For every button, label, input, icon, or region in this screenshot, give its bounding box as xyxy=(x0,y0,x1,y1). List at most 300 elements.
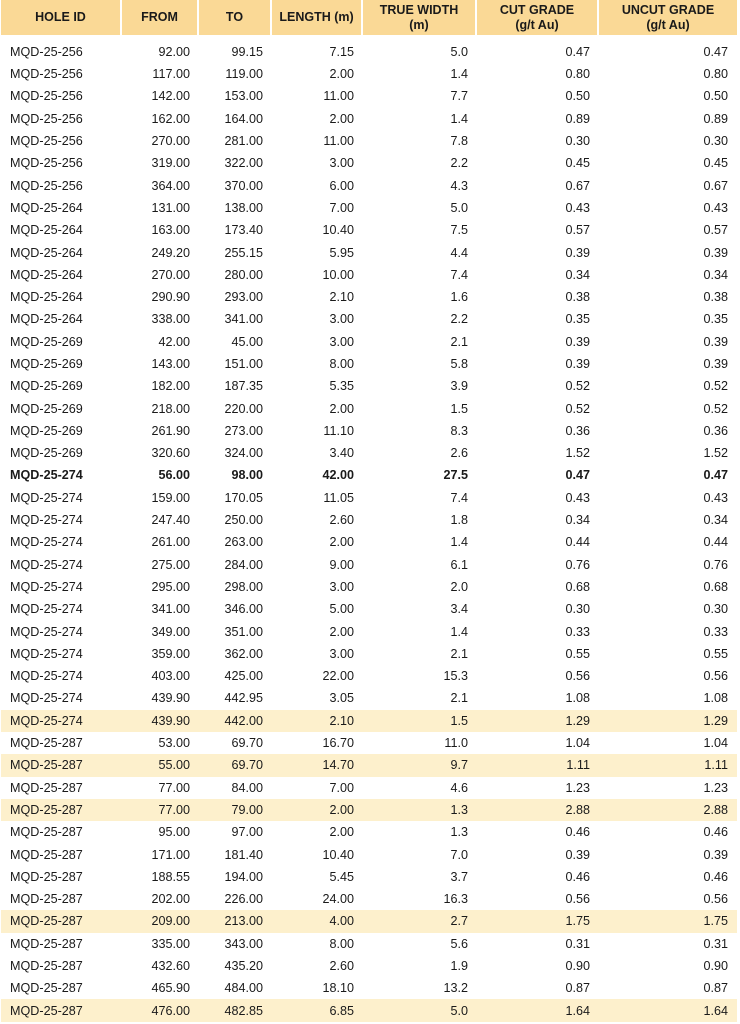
cut-grade-cell: 0.89 xyxy=(565,111,590,126)
true-width-cell: 4.4 xyxy=(450,245,468,260)
table-row xyxy=(1,910,737,932)
uncut-grade-cell: 0.34 xyxy=(703,513,728,528)
col-header-hole-id: HOLE ID xyxy=(1,0,122,35)
true-width-cell: 11.0 xyxy=(444,736,468,751)
true-width-cell: 2.1 xyxy=(450,334,468,349)
table-body xyxy=(1,35,737,1022)
table-row xyxy=(1,241,737,263)
uncut-grade-cell: 0.35 xyxy=(703,312,728,327)
table-row xyxy=(1,108,737,130)
true-width-cell: 13.2 xyxy=(443,981,468,996)
from-cell: 117.00 xyxy=(152,67,190,82)
to-cell: 324.00 xyxy=(224,446,263,461)
col-header-from: FROM xyxy=(122,0,199,35)
cut-grade-cell: 1.08 xyxy=(565,691,590,706)
length-cell: 7.00 xyxy=(329,200,354,215)
cut-grade-cell: 0.43 xyxy=(565,200,590,215)
hole-id-cell: MQD-25-269 xyxy=(10,446,83,461)
table-row xyxy=(1,665,737,687)
length-cell: 7.15 xyxy=(329,45,354,59)
to-cell: 173.40 xyxy=(224,223,263,238)
true-width-cell: 16.3 xyxy=(443,892,468,907)
length-cell: 16.70 xyxy=(322,736,354,751)
hole-id-cell: MQD-25-287 xyxy=(1,910,122,932)
uncut-grade-cell: 0.56 xyxy=(703,669,728,684)
uncut-grade-cell: 1.64 xyxy=(599,999,737,1021)
from-cell: 349.00 xyxy=(151,624,190,639)
to-cell: 194.00 xyxy=(224,869,263,884)
from-cell: 92.00 xyxy=(158,45,190,59)
cut-grade-cell: 0.52 xyxy=(565,401,590,416)
true-width-cell: 2.2 xyxy=(450,312,468,327)
to-cell: 341.00 xyxy=(224,312,263,327)
uncut-grade-cell: 0.50 xyxy=(703,89,728,104)
cut-grade-cell: 0.31 xyxy=(565,936,590,951)
table-row xyxy=(1,152,737,174)
uncut-grade-cell: 0.39 xyxy=(703,847,728,862)
uncut-grade-cell: 0.44 xyxy=(703,535,728,550)
uncut-grade-cell: 1.75 xyxy=(599,910,737,932)
cut-grade-cell: 0.34 xyxy=(565,267,590,282)
from-cell: 439.90 xyxy=(122,710,199,732)
hole-id-cell: MQD-25-287 xyxy=(10,892,83,907)
uncut-grade-cell: 1.08 xyxy=(703,691,728,706)
uncut-grade-cell: 0.52 xyxy=(703,401,728,416)
length-cell: 3.00 xyxy=(329,579,354,594)
from-cell: 218.00 xyxy=(151,401,190,416)
table-row xyxy=(1,375,737,397)
true-width-cell: 6.1 xyxy=(450,557,468,572)
hole-id-cell: MQD-25-269 xyxy=(10,423,83,438)
uncut-grade-cell: 0.68 xyxy=(703,579,728,594)
hole-id-cell: MQD-25-269 xyxy=(10,401,83,416)
hole-id-cell: MQD-25-287 xyxy=(10,869,83,884)
length-cell: 5.00 xyxy=(329,602,354,617)
uncut-grade-cell: 1.52 xyxy=(703,446,728,461)
true-width-cell: 5.0 xyxy=(363,999,477,1021)
table-row xyxy=(1,509,737,531)
from-cell: 335.00 xyxy=(151,936,190,951)
to-cell: 346.00 xyxy=(224,602,263,617)
cut-grade-cell: 0.38 xyxy=(565,290,590,305)
hole-id-cell: MQD-25-274 xyxy=(10,513,83,528)
length-cell: 2.60 xyxy=(329,513,354,528)
uncut-grade-cell: 0.87 xyxy=(703,981,728,996)
hole-id-cell: MQD-25-269 xyxy=(10,357,83,371)
hole-id-cell: MQD-25-274 xyxy=(10,691,83,706)
hole-id-cell: MQD-25-287 xyxy=(10,847,83,862)
uncut-grade-cell: 0.89 xyxy=(703,111,728,126)
length-cell: 2.00 xyxy=(329,111,354,126)
to-cell: 79.00 xyxy=(199,799,272,821)
hole-id-cell: MQD-25-287 xyxy=(10,981,83,996)
from-cell: 338.00 xyxy=(151,312,190,327)
hole-id-cell: MQD-25-274 xyxy=(10,624,83,639)
to-cell: 170.05 xyxy=(224,490,263,505)
true-width-cell: 9.7 xyxy=(363,754,477,776)
hole-id-cell: MQD-25-256 xyxy=(10,178,83,193)
table-row xyxy=(1,174,737,196)
table-row xyxy=(1,554,737,576)
cut-grade-cell: 1.11 xyxy=(477,754,599,776)
to-cell: 425.00 xyxy=(224,669,263,684)
from-cell: 188.55 xyxy=(151,869,190,884)
to-cell: 293.00 xyxy=(224,290,263,305)
to-cell: 98.00 xyxy=(231,468,263,483)
cut-grade-cell: 0.67 xyxy=(565,178,590,193)
true-width-cell: 4.3 xyxy=(450,178,468,193)
true-width-cell: 1.4 xyxy=(450,624,468,639)
length-cell: 11.00 xyxy=(323,89,354,104)
uncut-grade-cell: 1.11 xyxy=(599,754,737,776)
from-cell: 261.00 xyxy=(151,535,190,550)
table-row xyxy=(1,130,737,152)
cut-grade-cell: 1.75 xyxy=(477,910,599,932)
length-cell: 4.00 xyxy=(272,910,363,932)
cut-grade-cell: 0.47 xyxy=(565,468,590,483)
hole-id-cell: MQD-25-274 xyxy=(10,535,83,550)
uncut-grade-cell: 0.30 xyxy=(703,602,728,617)
length-cell: 8.00 xyxy=(329,357,354,371)
from-cell: 163.00 xyxy=(151,223,190,238)
length-cell: 22.00 xyxy=(322,669,354,684)
true-width-cell: 2.7 xyxy=(363,910,477,932)
true-width-cell: 1.3 xyxy=(363,799,477,821)
uncut-grade-cell: 0.34 xyxy=(703,267,728,282)
from-cell: 53.00 xyxy=(158,736,190,751)
length-cell: 11.10 xyxy=(323,423,354,438)
cut-grade-cell: 0.52 xyxy=(565,379,590,394)
from-cell: 56.00 xyxy=(158,468,190,483)
table-row xyxy=(1,63,737,85)
cut-grade-cell: 0.87 xyxy=(565,981,590,996)
table-row xyxy=(1,866,737,888)
drill-results-table xyxy=(1,0,737,1022)
table-row xyxy=(1,420,737,442)
table-row xyxy=(1,397,737,419)
cut-grade-cell: 1.52 xyxy=(565,446,590,461)
to-cell: 263.00 xyxy=(224,535,263,550)
table-header xyxy=(1,0,737,35)
table-row xyxy=(1,598,737,620)
cut-grade-cell: 0.46 xyxy=(565,825,590,840)
to-cell: 280.00 xyxy=(224,267,263,282)
length-cell: 8.00 xyxy=(329,936,354,951)
to-cell: 151.00 xyxy=(224,357,263,371)
cut-grade-cell: 1.64 xyxy=(477,999,599,1021)
table-row xyxy=(1,286,737,308)
from-cell: 77.00 xyxy=(122,799,199,821)
uncut-grade-cell: 0.47 xyxy=(703,468,728,483)
uncut-grade-cell: 0.43 xyxy=(703,200,728,215)
col-header-uncut-grade: UNCUT GRADE (g/t Au) xyxy=(599,0,737,35)
length-cell: 3.00 xyxy=(329,156,354,171)
from-cell: 320.60 xyxy=(151,446,190,461)
cut-grade-cell: 0.39 xyxy=(565,245,590,260)
hole-id-cell: MQD-25-287 xyxy=(1,999,122,1021)
length-cell: 10.40 xyxy=(322,223,354,238)
from-cell: 290.90 xyxy=(151,290,190,305)
cut-grade-cell: 0.43 xyxy=(565,490,590,505)
uncut-grade-cell: 0.47 xyxy=(703,45,728,59)
table-row xyxy=(1,843,737,865)
from-cell: 403.00 xyxy=(151,669,190,684)
uncut-grade-cell: 0.33 xyxy=(703,624,728,639)
to-cell: 442.00 xyxy=(199,710,272,732)
to-cell: 153.00 xyxy=(224,89,263,104)
uncut-grade-cell: 0.39 xyxy=(703,357,728,371)
true-width-cell: 15.3 xyxy=(443,669,468,684)
to-cell: 226.00 xyxy=(224,892,263,907)
to-cell: 187.35 xyxy=(224,379,263,394)
hole-id-cell: MQD-25-256 xyxy=(10,156,83,171)
from-cell: 247.40 xyxy=(151,513,190,528)
true-width-cell: 1.4 xyxy=(450,535,468,550)
uncut-grade-cell: 0.67 xyxy=(703,178,728,193)
from-cell: 465.90 xyxy=(151,981,190,996)
uncut-grade-cell: 0.38 xyxy=(703,290,728,305)
cut-grade-cell: 0.47 xyxy=(565,45,590,59)
to-cell: 138.00 xyxy=(224,200,263,215)
to-cell: 69.70 xyxy=(231,736,263,751)
table-row xyxy=(1,933,737,955)
from-cell: 341.00 xyxy=(151,602,190,617)
to-cell: 213.00 xyxy=(199,910,272,932)
hole-id-cell: MQD-25-274 xyxy=(10,579,83,594)
to-cell: 255.15 xyxy=(224,245,263,260)
uncut-grade-cell: 0.56 xyxy=(703,892,728,907)
true-width-cell: 2.0 xyxy=(450,579,468,594)
from-cell: 249.20 xyxy=(151,245,190,260)
hole-id-cell: MQD-25-264 xyxy=(10,290,83,305)
table-row xyxy=(1,777,737,799)
cut-grade-cell: 0.44 xyxy=(565,535,590,550)
length-cell: 2.00 xyxy=(272,799,363,821)
true-width-cell: 1.4 xyxy=(450,111,468,126)
table-row xyxy=(1,977,737,999)
uncut-grade-cell: 1.29 xyxy=(599,710,737,732)
to-cell: 45.00 xyxy=(231,334,263,349)
to-cell: 181.40 xyxy=(224,847,263,862)
true-width-cell: 1.8 xyxy=(450,513,468,528)
uncut-grade-cell: 0.76 xyxy=(703,557,728,572)
cut-grade-cell: 0.33 xyxy=(565,624,590,639)
table-row xyxy=(1,732,737,754)
hole-id-cell: MQD-25-269 xyxy=(10,334,83,349)
col-header-true-width: TRUE WIDTH (m) xyxy=(363,0,477,35)
cut-grade-cell: 0.45 xyxy=(565,156,590,171)
length-cell: 10.00 xyxy=(322,267,354,282)
from-cell: 142.00 xyxy=(151,89,190,104)
from-cell: 42.00 xyxy=(158,334,190,349)
table-row xyxy=(1,331,737,353)
from-cell: 275.00 xyxy=(151,557,190,572)
table-row xyxy=(1,620,737,642)
to-cell: 322.00 xyxy=(224,156,263,171)
length-cell: 2.00 xyxy=(329,825,354,840)
from-cell: 295.00 xyxy=(151,579,190,594)
to-cell: 343.00 xyxy=(224,936,263,951)
table-row xyxy=(1,955,737,977)
cut-grade-cell: 1.23 xyxy=(565,780,590,795)
cut-grade-cell: 0.57 xyxy=(565,223,590,238)
from-cell: 261.90 xyxy=(151,423,190,438)
to-cell: 69.70 xyxy=(199,754,272,776)
from-cell: 182.00 xyxy=(151,379,190,394)
table-row xyxy=(1,643,737,665)
length-cell: 3.00 xyxy=(329,334,354,349)
length-cell: 3.05 xyxy=(329,691,354,706)
true-width-cell: 8.3 xyxy=(450,423,468,438)
true-width-cell: 1.9 xyxy=(450,959,468,974)
from-cell: 270.00 xyxy=(151,134,190,149)
cut-grade-cell: 0.46 xyxy=(565,869,590,884)
hole-id-cell: MQD-25-264 xyxy=(10,245,83,260)
length-cell: 5.95 xyxy=(329,245,354,260)
uncut-grade-cell: 0.57 xyxy=(703,223,728,238)
col-header-cut-grade: CUT GRADE (g/t Au) xyxy=(477,0,599,35)
true-width-cell: 7.7 xyxy=(450,89,468,104)
uncut-grade-cell: 0.90 xyxy=(703,959,728,974)
hole-id-cell: MQD-25-256 xyxy=(10,134,83,149)
true-width-cell: 7.4 xyxy=(450,490,468,505)
to-cell: 250.00 xyxy=(224,513,263,528)
to-cell: 220.00 xyxy=(224,401,263,416)
length-cell: 2.00 xyxy=(329,535,354,550)
uncut-grade-cell: 2.88 xyxy=(599,799,737,821)
cut-grade-cell: 0.34 xyxy=(565,513,590,528)
true-width-cell: 3.4 xyxy=(450,602,468,617)
length-cell: 11.00 xyxy=(323,134,354,149)
hole-id-cell: MQD-25-274 xyxy=(10,669,83,684)
hole-id-cell: MQD-25-274 xyxy=(10,602,83,617)
length-cell: 2.10 xyxy=(272,710,363,732)
cut-grade-cell: 0.90 xyxy=(565,959,590,974)
hole-id-cell: MQD-25-274 xyxy=(10,557,83,572)
to-cell: 164.00 xyxy=(224,111,263,126)
table-row xyxy=(1,35,737,63)
true-width-cell: 1.5 xyxy=(363,710,477,732)
true-width-cell: 5.6 xyxy=(450,936,468,951)
to-cell: 84.00 xyxy=(231,780,263,795)
from-cell: 95.00 xyxy=(158,825,190,840)
table-row xyxy=(1,264,737,286)
length-cell: 3.00 xyxy=(329,646,354,661)
to-cell: 99.15 xyxy=(231,45,263,59)
cut-grade-cell: 1.29 xyxy=(477,710,599,732)
uncut-grade-cell: 0.30 xyxy=(703,134,728,149)
to-cell: 284.00 xyxy=(224,557,263,572)
from-cell: 270.00 xyxy=(151,267,190,282)
table-row xyxy=(1,308,737,330)
table-row xyxy=(1,821,737,843)
to-cell: 442.95 xyxy=(224,691,263,706)
length-cell: 3.40 xyxy=(329,446,354,461)
uncut-grade-cell: 0.31 xyxy=(703,936,728,951)
cut-grade-cell: 0.35 xyxy=(565,312,590,327)
table-row xyxy=(1,353,737,375)
length-cell: 3.00 xyxy=(329,312,354,327)
hole-id-cell: MQD-25-256 xyxy=(10,45,83,59)
cut-grade-cell: 0.76 xyxy=(565,557,590,572)
cut-grade-cell: 0.39 xyxy=(565,357,590,371)
table-row xyxy=(1,710,737,732)
col-header-to: TO xyxy=(199,0,272,35)
hole-id-cell: MQD-25-264 xyxy=(10,312,83,327)
hole-id-cell: MQD-25-256 xyxy=(10,89,83,104)
uncut-grade-cell: 0.46 xyxy=(703,869,728,884)
length-cell: 7.00 xyxy=(329,780,354,795)
cut-grade-cell: 0.68 xyxy=(565,579,590,594)
true-width-cell: 2.6 xyxy=(450,446,468,461)
cut-grade-cell: 0.55 xyxy=(565,646,590,661)
uncut-grade-cell: 1.23 xyxy=(703,780,728,795)
true-width-cell: 5.0 xyxy=(450,45,468,59)
to-cell: 298.00 xyxy=(224,579,263,594)
table-row xyxy=(1,999,737,1021)
length-cell: 2.60 xyxy=(329,959,354,974)
from-cell: 359.00 xyxy=(151,646,190,661)
to-cell: 482.85 xyxy=(199,999,272,1021)
cut-grade-cell: 0.50 xyxy=(565,89,590,104)
uncut-grade-cell: 0.46 xyxy=(703,825,728,840)
cut-grade-cell: 2.88 xyxy=(477,799,599,821)
true-width-cell: 7.4 xyxy=(450,267,468,282)
from-cell: 319.00 xyxy=(151,156,190,171)
header-row xyxy=(1,0,737,35)
from-cell: 432.60 xyxy=(151,959,190,974)
uncut-grade-cell: 0.39 xyxy=(703,245,728,260)
true-width-cell: 4.6 xyxy=(450,780,468,795)
true-width-cell: 2.2 xyxy=(450,156,468,171)
table-row xyxy=(1,85,737,107)
table-row xyxy=(1,888,737,910)
uncut-grade-cell: 0.39 xyxy=(703,334,728,349)
from-cell: 162.00 xyxy=(151,111,190,126)
true-width-cell: 3.9 xyxy=(450,379,468,394)
true-width-cell: 7.0 xyxy=(450,847,468,862)
hole-id-cell: MQD-25-287 xyxy=(10,780,83,795)
true-width-cell: 1.3 xyxy=(450,825,468,840)
length-cell: 5.45 xyxy=(329,869,354,884)
from-cell: 364.00 xyxy=(151,178,190,193)
cut-grade-cell: 0.56 xyxy=(565,669,590,684)
hole-id-cell: MQD-25-274 xyxy=(10,490,83,505)
hole-id-cell: MQD-25-256 xyxy=(10,67,83,82)
cut-grade-cell: 1.04 xyxy=(565,736,590,751)
length-cell: 42.00 xyxy=(322,468,354,483)
uncut-grade-cell: 1.04 xyxy=(703,736,728,751)
true-width-cell: 5.8 xyxy=(450,357,468,371)
true-width-cell: 1.6 xyxy=(450,290,468,305)
from-cell: 202.00 xyxy=(151,892,190,907)
hole-id-cell: MQD-25-274 xyxy=(10,468,83,483)
hole-id-cell: MQD-25-256 xyxy=(10,111,83,126)
to-cell: 281.00 xyxy=(224,134,263,149)
length-cell: 24.00 xyxy=(322,892,354,907)
length-cell: 18.10 xyxy=(322,981,354,996)
hole-id-cell: MQD-25-269 xyxy=(10,379,83,394)
table-row xyxy=(1,219,737,241)
cut-grade-cell: 0.36 xyxy=(565,423,590,438)
table-row xyxy=(1,197,737,219)
true-width-cell: 5.0 xyxy=(450,200,468,215)
uncut-grade-cell: 0.52 xyxy=(703,379,728,394)
true-width-cell: 2.1 xyxy=(450,691,468,706)
to-cell: 435.20 xyxy=(224,959,263,974)
length-cell: 11.05 xyxy=(323,490,354,505)
length-cell: 9.00 xyxy=(329,557,354,572)
